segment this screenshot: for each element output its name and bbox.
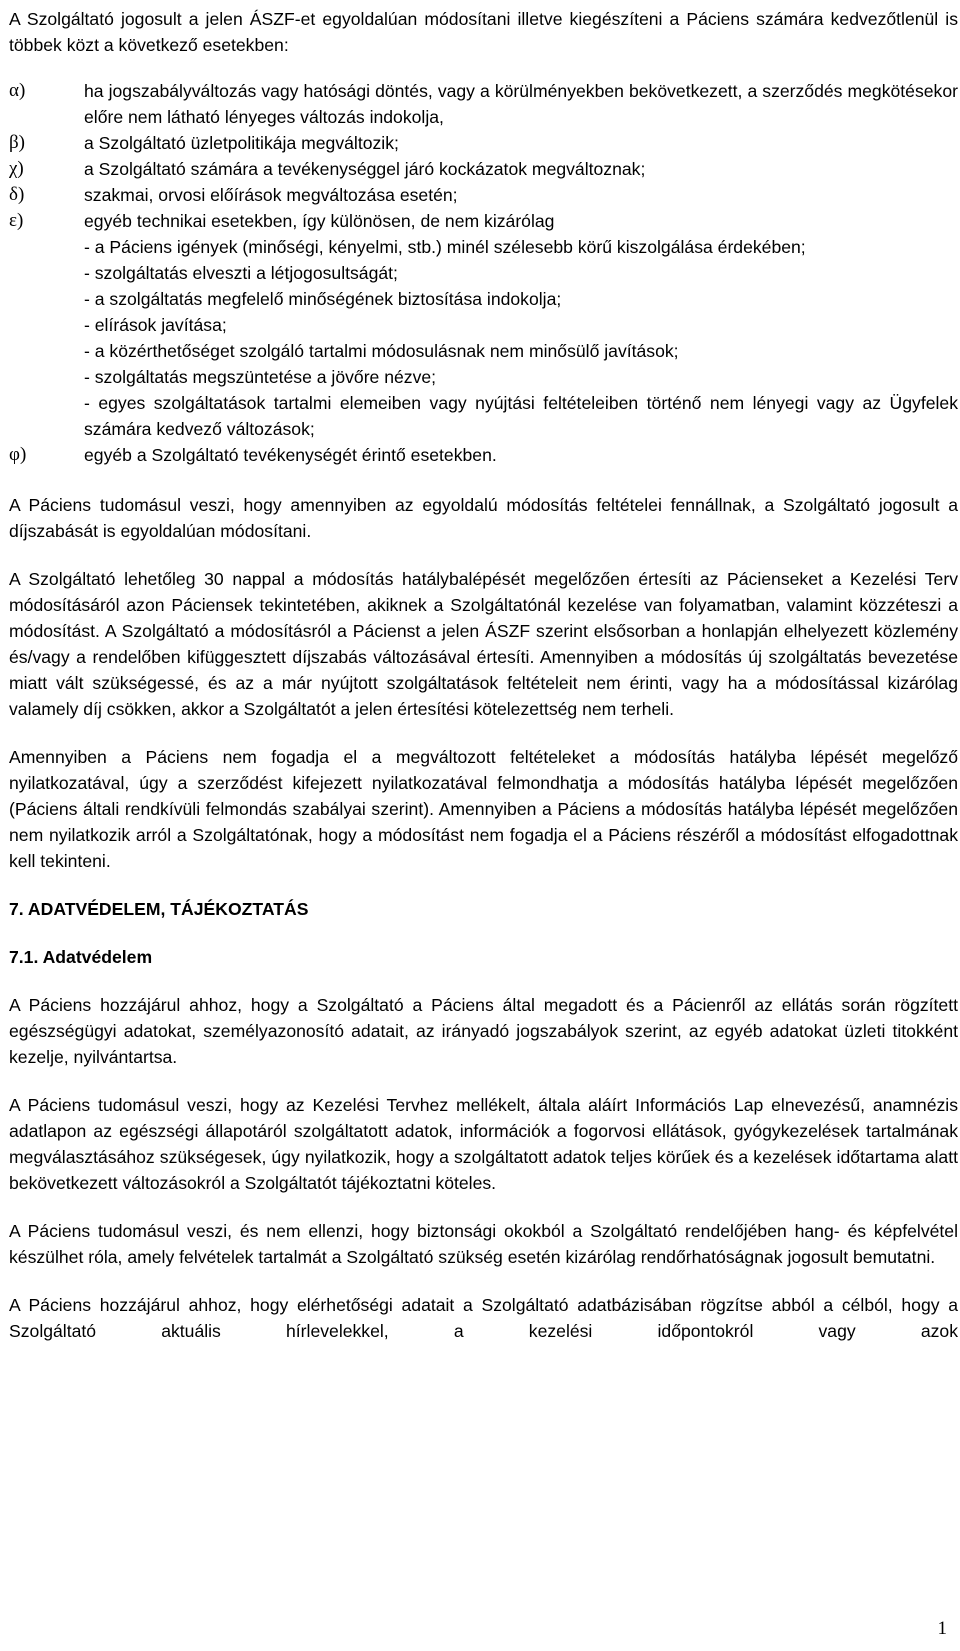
body-paragraph: A Szolgáltató lehetőleg 30 nappal a módosítás hatálybalépését megelőzően értesíti az Pácienseket a Kezelési Terv módosításáról azon Páciensek tekintetében, akiknek a Szolgáltatónál kezelése van folyamatban, valamint közzéteszi a módosítást. A Szolgáltató a módosításról a Pácienst a jelen ÁSZF szerint elsősorban a honlapján elhelyezett közlemény és/vagy a rendelőben kifüggesztett díjszabás változásával értesíti. Amennyiben a módosítás új szolgáltatás bevezetése miatt vált szükségessé, és az a már nyújtott szolgáltatások feltételeit nem érinti, vagy ha a módosítással kizárólag valamely díj csökken, akkor a Szolgáltatót a jelen értesítési kötelezettség nem terheli.	[9, 569, 958, 719]
list-item	[9, 442, 958, 468]
modification-cases-list	[9, 78, 958, 468]
sub-item: - a szolgáltatás megfelelő minőségének biztosítása indokolja;	[84, 289, 562, 309]
intro-paragraph: A Szolgáltató jogosult a jelen ÁSZF-et egyoldalúan módosítani illetve kiegészíteni a Páciens számára kedvezőtlenül is többek közt a következő esetekben:	[9, 9, 958, 55]
list-item-body	[84, 208, 958, 442]
list-item-text: a Szolgáltató üzletpolitikája megváltozik;	[84, 133, 399, 153]
list-item-text: ha jogszabályváltozás vagy hatósági döntés, vagy a körülményekben bekövetkezett, a szerződés megkötésekor előre nem látható lényeges változás indokolja,	[84, 81, 958, 127]
sub-item: - szolgáltatás elveszti a létjogosultságát;	[84, 263, 398, 283]
list-item	[9, 156, 958, 182]
list-item	[9, 208, 958, 442]
section-heading: 7. ADATVÉDELEM, TÁJÉKOZTATÁS	[9, 899, 309, 919]
list-marker: ε)	[9, 210, 24, 231]
body-paragraph: A Páciens tudomásul veszi, hogy az Kezelési Tervhez mellékelt, általa aláírt Információs Lap elnevezésű, anamnézis adatlapon az egészségi állapotáról szolgáltatott adatok, információk a fogorvosi ellátások, gyógykezelések tartalmának megválasztásához szükségesek, úgy nyilatkozik, hogy a szolgáltatott adatok teljes körűek és a kezelések időtartama alatt bekövetkezett változásokról a Szolgáltatót tájékoztatni köteles.	[9, 1095, 958, 1193]
list-marker: φ)	[9, 444, 27, 465]
list-marker: β)	[9, 132, 25, 153]
sub-item: - elírások javítása;	[84, 315, 227, 335]
sub-item: - egyes szolgáltatások tartalmi elemeiben vagy nyújtási feltételeiben történő nem lényegi vagy az Ügyfelek számára kedvező változások;	[84, 393, 958, 439]
list-marker: α)	[9, 80, 26, 101]
list-item	[9, 78, 958, 130]
body-paragraph: A Páciens hozzájárul ahhoz, hogy elérhetőségi adatait a Szolgáltató adatbázisában rögzítse abból a célból, hogy a Szolgáltató aktuális hírlevelekkel, a kezelési időpontokról vagy azok	[9, 1295, 958, 1341]
subsection-heading: 7.1. Adatvédelem	[9, 947, 153, 967]
page-number: 1	[937, 1618, 947, 1639]
list-item-text: egyéb technikai esetekben, így különösen, de nem kizárólag	[84, 211, 555, 231]
list-marker: χ)	[9, 158, 24, 179]
list-item-text: egyéb a Szolgáltató tevékenységét érintő esetekben.	[84, 445, 497, 465]
list-item-text: szakmai, orvosi előírások megváltozása esetén;	[84, 185, 458, 205]
list-item-text: a Szolgáltató számára a tevékenységgel járó kockázatok megváltoznak;	[84, 159, 646, 179]
body-paragraph: Amennyiben a Páciens nem fogadja el a megváltozott feltételeket a módosítás hatályba lépését megelőző nyilatkozatával, úgy a szerződést kifejezett nyilatkozatával felmondhatja a módosítás hatályba lépését megelőzően (Páciens általi rendkívüli felmondás szabályai szerint). Amennyiben a Páciens a módosítás hatályba lépését megelőzően nem nyilatkozik arról a Szolgáltatónak, hogy a módosítást nem fogadja el a Páciens részéről a módosítást elfogadottnak kell tekinteni.	[9, 747, 958, 871]
list-item	[9, 182, 958, 208]
list-marker: δ)	[9, 184, 25, 205]
document-page	[9, 6, 958, 1344]
body-paragraph: A Páciens tudomásul veszi, hogy amennyiben az egyoldalú módosítás feltételei fennállnak, a Szolgáltató jogosult a díjszabását is egyoldalúan módosítani.	[9, 495, 958, 541]
list-item	[9, 130, 958, 156]
body-paragraph: A Páciens tudomásul veszi, és nem ellenzi, hogy biztonsági okokból a Szolgáltató rendelőjében hang- és képfelvétel készülhet róla, amely felvételek tartalmát a Szolgáltató szükség esetén kizárólag rendőrhatóságnak jogosult bemutatni.	[9, 1221, 958, 1267]
sub-item: - a Páciens igények (minőségi, kényelmi, stb.) minél szélesebb körű kiszolgálása érdekében;	[84, 237, 806, 257]
sub-item: - szolgáltatás megszüntetése a jövőre nézve;	[84, 367, 437, 387]
body-paragraph: A Páciens hozzájárul ahhoz, hogy a Szolgáltató a Páciens által megadott és a Pácienről az ellátás során rögzített egészségügyi adatokat, személyazonosító adatait, az irányadó jogszabályok szerint, az egyéb adatokat üzleti titokként kezelje, nyilvántartsa.	[9, 995, 958, 1067]
sub-item: - a közérthetőséget szolgáló tartalmi módosulásnak nem minősülő javítások;	[84, 341, 679, 361]
